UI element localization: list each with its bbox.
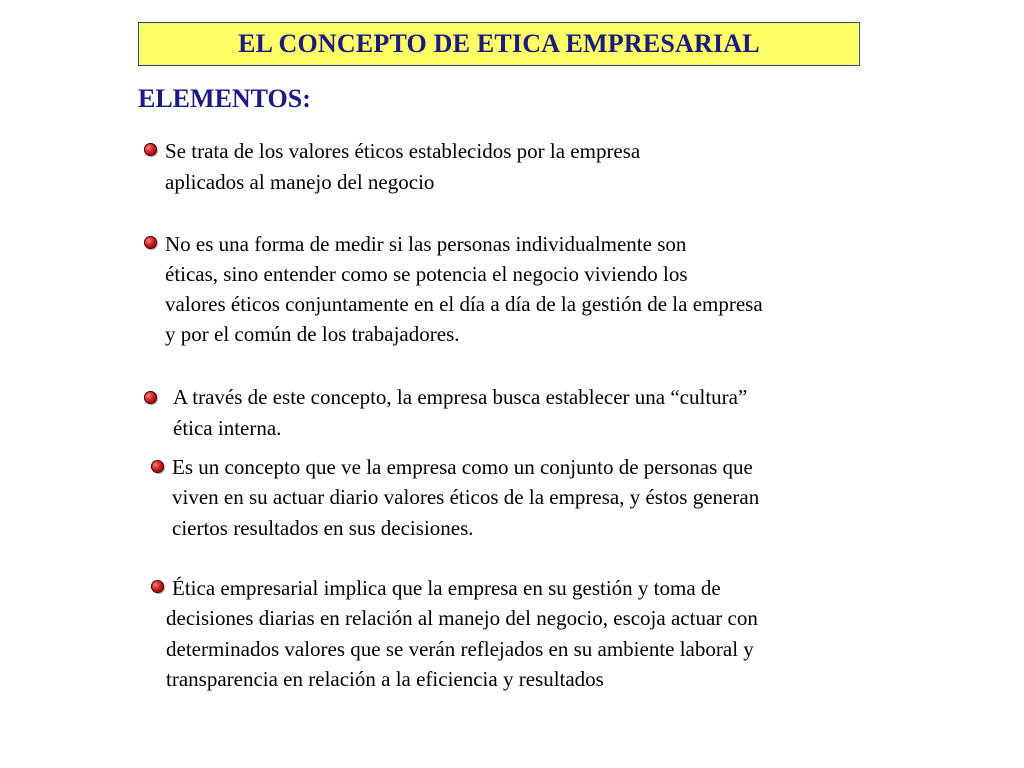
- item-line: valores éticos conjuntamente en el día a día de la gestión de la empresa: [165, 292, 763, 316]
- item-line: aplicados al manejo del negocio: [165, 170, 435, 194]
- red-bullet-icon: [144, 236, 157, 249]
- item-line: Es un concepto que ve la empresa como un conjunto de personas que: [172, 455, 753, 479]
- item-line: Se trata de los valores éticos establecidos por la empresa: [165, 139, 641, 163]
- item-line: y por el común de los trabajadores.: [165, 322, 460, 346]
- title-box: [138, 22, 860, 66]
- item-line: viven en su actuar diario valores éticos de la empresa, y éstos generan: [172, 485, 760, 509]
- red-bullet-icon: [144, 143, 157, 156]
- item-line: ciertos resultados en sus decisiones.: [172, 516, 474, 540]
- slide-title: EL CONCEPTO DE ETICA EMPRESARIAL: [238, 29, 760, 58]
- section-heading: ELEMENTOS:: [138, 84, 311, 113]
- red-bullet-icon: [151, 460, 164, 473]
- item-line: No es una forma de medir si las personas individualmente son: [165, 232, 687, 256]
- item-line: ética interna.: [173, 416, 282, 440]
- item-line: transparencia en relación a la eficiencia y resultados: [166, 667, 604, 691]
- item-line: Ética empresarial implica que la empresa en su gestión y toma de: [172, 576, 721, 600]
- red-bullet-icon: [151, 580, 164, 593]
- item-line: decisiones diarias en relación al manejo del negocio, escoja actuar con: [166, 606, 758, 630]
- item-line: determinados valores que se verán reflejados en su ambiente laboral y: [166, 637, 754, 661]
- item-line: A través de este concepto, la empresa busca establecer una “cultura”: [173, 385, 748, 409]
- item-line: éticas, sino entender como se potencia el negocio viviendo los: [165, 262, 688, 286]
- red-bullet-icon: [144, 391, 157, 404]
